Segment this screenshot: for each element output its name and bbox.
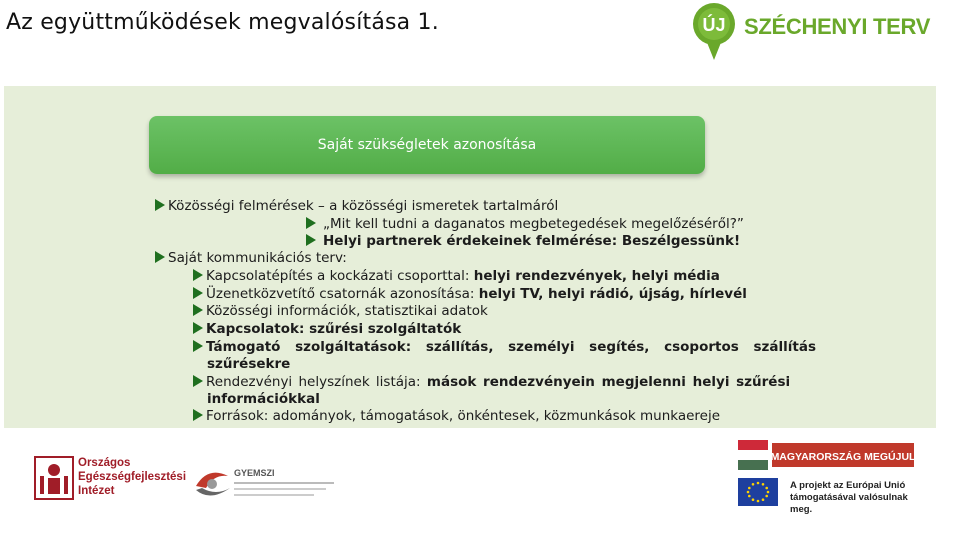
hungarian-flag-icon bbox=[738, 440, 914, 470]
szechenyi-terv-logo bbox=[690, 0, 940, 70]
bullet-triangle-icon bbox=[155, 199, 165, 211]
bullet-triangle-icon bbox=[193, 375, 203, 387]
gyemszi-logo bbox=[190, 462, 340, 504]
bullet-triangle-icon bbox=[193, 269, 203, 281]
bullet-triangle-icon bbox=[193, 322, 203, 334]
list-item: „Mit kell tudni a daganatos megbetegedések megelőzéséről?” bbox=[306, 215, 744, 233]
list-item: Források: adományok, támogatások, önkéntesek, közmunkások munkaereje bbox=[193, 407, 720, 425]
bullet-triangle-icon bbox=[193, 409, 203, 421]
eu-flag-icon bbox=[738, 478, 778, 506]
eu-text: A projekt az Európai Unió támogatásával valósulnak meg. bbox=[790, 480, 908, 515]
mm-text: MAGYARORSZÁG MEGÚJUL bbox=[770, 451, 914, 463]
list-item: Közösségi felmérések – a közösségi ismeretek tartalmáról bbox=[155, 197, 558, 215]
magyarorszag-megujul-logo bbox=[738, 440, 914, 470]
oei-emblem-icon bbox=[34, 456, 74, 500]
list-item-continuation: információkkal bbox=[207, 391, 320, 407]
eu-logo bbox=[738, 478, 928, 515]
gyemszi-text: GYEMSZI bbox=[234, 468, 275, 478]
bullet-triangle-icon bbox=[193, 340, 203, 352]
list-item: Kapcsolatépítés a kockázati csoporttal: helyi rendezvények, helyi média bbox=[193, 267, 720, 285]
uj-pin-icon bbox=[690, 2, 738, 62]
gyemszi-emblem-icon bbox=[190, 462, 340, 504]
banner-label: Saját szükségletek azonosítása bbox=[317, 137, 537, 153]
list-item: Üzenetközvetítő csatornák azonosítása: helyi TV, helyi rádió, újság, hírlevél bbox=[193, 285, 747, 303]
bullet-triangle-icon bbox=[193, 304, 203, 316]
bullet-triangle-icon bbox=[306, 217, 316, 229]
list-item: Támogató szolgáltatások: szállítás, személyi segítés, csoportos szállítás bbox=[193, 338, 816, 356]
page-title: Az együttműködések megvalósítása 1. bbox=[6, 10, 439, 35]
list-item: Helyi partnerek érdekeinek felmérése: Beszélgessünk! bbox=[306, 232, 740, 250]
bullet-triangle-icon bbox=[155, 251, 165, 263]
oei-logo bbox=[34, 456, 187, 502]
list-item: Saját kommunikációs terv: bbox=[155, 249, 347, 267]
oei-text: Országos Egészségfejlesztési Intézet bbox=[78, 457, 187, 497]
list-item: Kapcsolatok: szűrési szolgáltatók bbox=[193, 320, 461, 338]
bullet-triangle-icon bbox=[306, 234, 316, 246]
list-item: Közösségi információk, statisztikai adatok bbox=[193, 302, 488, 320]
bullet-triangle-icon bbox=[193, 287, 203, 299]
banner bbox=[149, 116, 705, 174]
szechenyi-terv-text: SZÉCHENYI TERV bbox=[744, 14, 931, 39]
list-item-continuation: szűrésekre bbox=[207, 356, 291, 372]
uj-text: ÚJ bbox=[702, 15, 726, 35]
list-item: Rendezvényi helyszínek listája: mások rendezvényein megjelenni helyi szűrési bbox=[193, 373, 790, 391]
